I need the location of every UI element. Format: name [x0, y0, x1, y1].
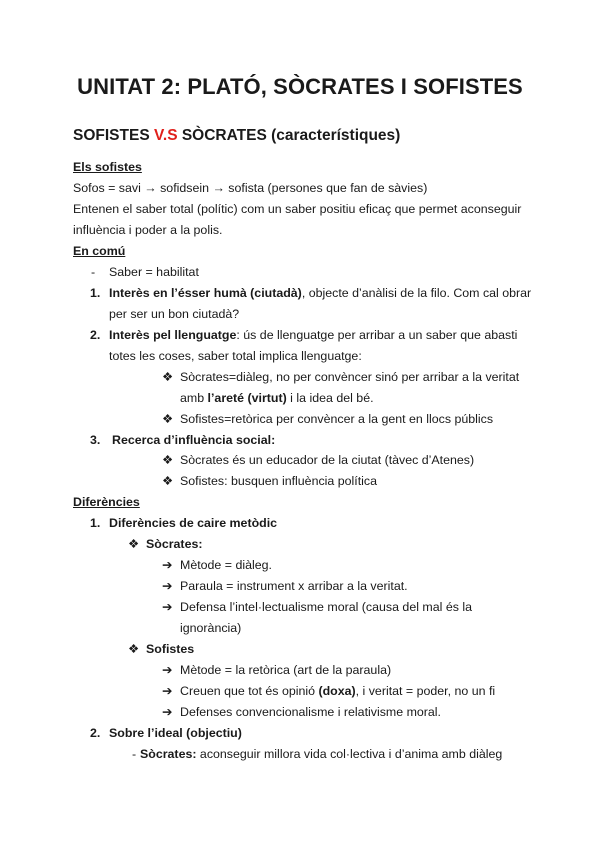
sofistes-line-1: Sofos = savi → sofidsein → sofista (persones que fan de sàvies)	[73, 181, 428, 195]
sofistes-line-3: influència i poder a la polis.	[73, 223, 223, 237]
sofistes-line-2: Entenen el saber total (polític) com un saber positiu eficaç que permet aconseguir	[73, 202, 522, 216]
arrow-bullet-icon: ➔	[162, 705, 173, 719]
comu-item-1-cont: per ser un bon ciutadà?	[109, 307, 240, 321]
comu-item-1-rest: , objecte d’anàlisi de la filo. Com cal obrar	[301, 286, 532, 300]
arrow-bullet-icon: ➔	[162, 663, 173, 677]
diamond-bullet-icon: ❖	[162, 412, 174, 426]
sub-1b-post: i la idea del bé.	[286, 391, 374, 405]
sub-1b-bold: l’areté (virtut)	[207, 391, 287, 405]
diamond-bullet-icon: ❖	[162, 474, 174, 488]
dash-marker: -	[91, 265, 96, 279]
comu-item-1-bold: Interès en l’ésser humà (ciutadà)	[109, 286, 302, 300]
comu-item-2-sub-2: Sofistes=retòrica per convèncer a la gent en llocs públics	[180, 412, 494, 426]
list-number-2: 2.	[90, 726, 101, 740]
sofistes-b-bold: (doxa)	[318, 684, 356, 698]
list-number-2: 2.	[90, 328, 101, 342]
saber-habilitat: Saber = habilitat	[109, 265, 199, 279]
diamond-bullet-icon: ❖	[162, 370, 174, 384]
socrates-c2: ignorància)	[180, 621, 242, 635]
heading-diferencies: Diferències	[73, 495, 140, 509]
comu-item-2-sub-1b	[180, 390, 374, 406]
section-subtitle	[73, 126, 400, 146]
sub-1b-pre: amb	[180, 391, 208, 405]
list-number-1: 1.	[90, 516, 101, 530]
comu-item-2-cont: totes les coses, saber total implica llenguatge:	[109, 349, 362, 363]
item-2-sub-rest: aconseguir millora vida col·lectiva i d’anima amb diàleg	[196, 747, 503, 761]
subtitle-part1: SOFISTES	[73, 127, 154, 144]
comu-item-3: Recerca d’influència social:	[112, 433, 276, 447]
sofistes-b-post: , i veritat = poder, no un fi	[355, 684, 496, 698]
comu-item-3-sub-2: Sofistes: busquen influència política	[180, 474, 377, 488]
heading-en-comu: En comú	[73, 244, 126, 258]
arrow-bullet-icon: ➔	[162, 579, 173, 593]
comu-item-2-bold: Interès pel llenguatge	[109, 328, 237, 342]
comu-item-2-sub-1a: Sòcrates=diàleg, no per convèncer sinó per arribar a la veritat	[180, 370, 520, 384]
page-title: UNITAT 2: PLATÓ, SÒCRATES I SOFISTES	[77, 74, 523, 99]
subtitle-part2: SÒCRATES (característiques)	[177, 127, 401, 144]
sofistes-c: Defenses convencionalisme i relativisme moral.	[180, 705, 441, 719]
socrates-label: Sòcrates:	[146, 537, 203, 551]
diferencies-item-2: Sobre l’ideal (objectiu)	[109, 726, 242, 740]
sofistes-b-pre: Creuen que tot és opinió	[180, 684, 319, 698]
item-2-sub-bold: Sòcrates:	[140, 747, 197, 761]
comu-item-2-rest: : ús de llenguatge per arribar a un saber que abasti	[236, 328, 518, 342]
sofistes-label: Sofistes	[146, 642, 195, 656]
sofistes-b	[180, 683, 495, 699]
comu-item-1	[109, 285, 531, 301]
socrates-b: Paraula = instrument x arribar a la veritat.	[180, 579, 408, 593]
list-number-3: 3.	[90, 433, 101, 447]
diferencies-item-1: Diferències de caire metòdic	[109, 516, 278, 530]
diferencies-item-2-sub	[140, 746, 502, 762]
heading-sofistes: Els sofistes	[73, 160, 142, 174]
sofistes-a: Mètode = la retòrica (art de la paraula)	[180, 663, 392, 677]
diamond-bullet-icon: ❖	[162, 453, 174, 467]
comu-item-3-sub-1: Sòcrates és un educador de la ciutat (tàvec d’Atenes)	[180, 453, 475, 467]
diamond-bullet-icon: ❖	[128, 537, 140, 551]
dash-marker: -	[132, 747, 137, 761]
socrates-c1: Defensa l’intel·lectualisme moral (causa del mal és la	[180, 600, 472, 614]
comu-item-2	[109, 327, 517, 343]
arrow-bullet-icon: ➔	[162, 684, 173, 698]
subtitle-vs: V.S	[153, 127, 178, 144]
arrow-bullet-icon: ➔	[162, 600, 173, 614]
list-number-1: 1.	[90, 286, 101, 300]
socrates-a: Mètode = diàleg.	[180, 558, 272, 572]
diamond-bullet-icon: ❖	[128, 642, 140, 656]
arrow-bullet-icon: ➔	[162, 558, 173, 572]
